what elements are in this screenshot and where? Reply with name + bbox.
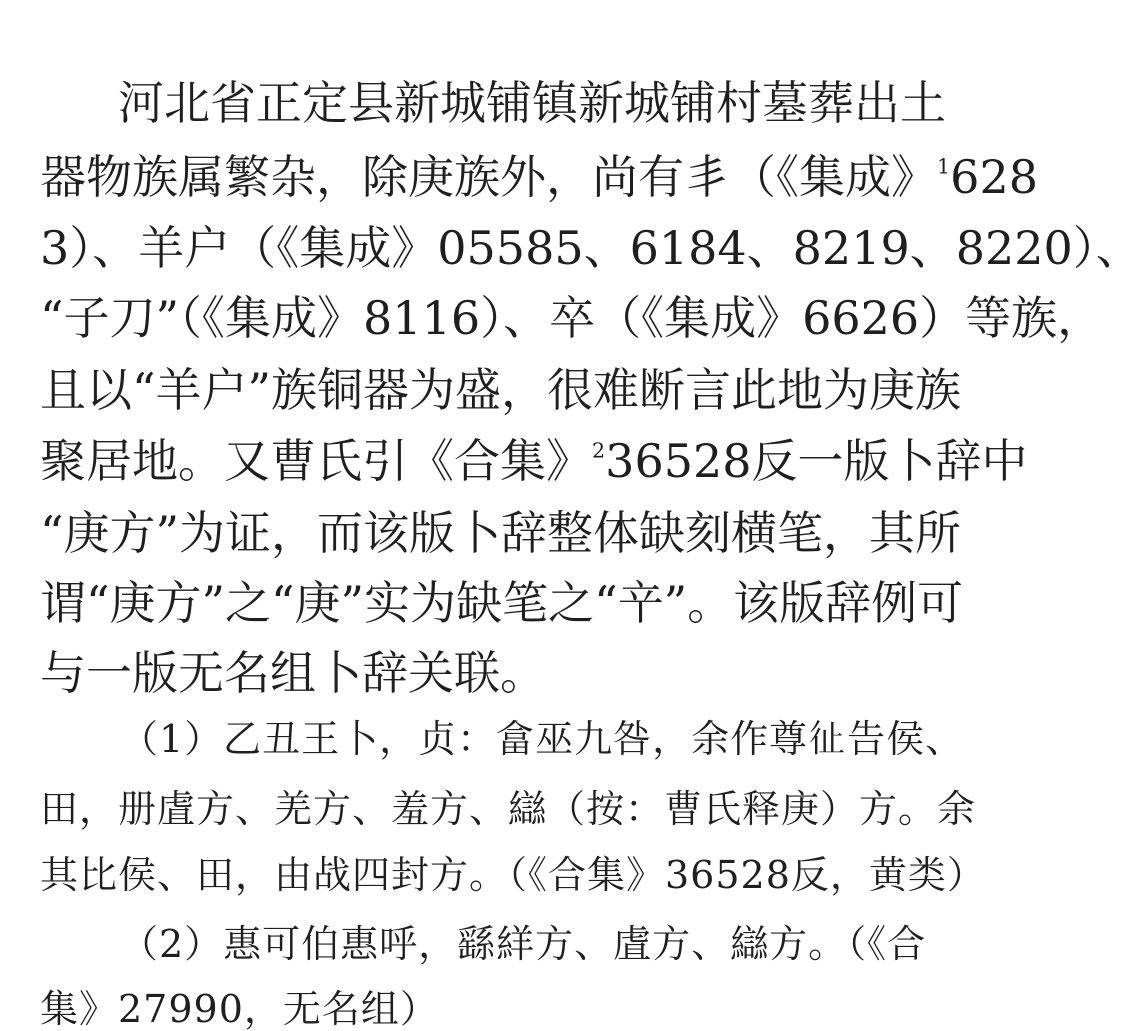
paragraph-line-6 bbox=[40, 434, 1028, 488]
paragraph-line-8: 谓“庚方”之“庚”实为缺笔之“䇂”。该版辞例可 bbox=[40, 576, 964, 630]
example-line-1: （1）乙丑王卜，贞：畣巫九咎，余作尊𢓊告侯、 bbox=[120, 717, 965, 761]
example-line-4: （2）惠可伯惠呼，繇絴方、虘方、䜌方。（《合 bbox=[120, 922, 927, 966]
paragraph-line-9: 与一版无名组卜辞关联。 bbox=[40, 646, 546, 700]
example-line-3: 其比侯、田，由战四封方。（《合集》36528反，黄类） bbox=[40, 853, 986, 897]
footnote-marker-1: 1 bbox=[937, 154, 951, 179]
paragraph-line-6-after: 36528反一版卜辞中 bbox=[605, 434, 1028, 488]
footnote-marker-2: 2 bbox=[592, 438, 606, 463]
paragraph-line-2-text: 器物族属繁杂，除庚族外，尚有 bbox=[40, 150, 684, 204]
paragraph-line-2-glyph: 丯 bbox=[684, 150, 730, 204]
paragraph-line-4: “子刀”（《集成》8116）、卒（《集成》6626）等族， bbox=[40, 291, 1104, 345]
paragraph-line-3: 3）、羊户（《集成》05585、6184、8219、8220）、 bbox=[40, 221, 1142, 275]
example-line-5: 集》27990，无名组） bbox=[40, 987, 439, 1031]
paragraph-line-1: 河北省正定县新城铺镇新城铺村墓葬出土 bbox=[118, 76, 946, 130]
paragraph-line-7: “庚方”为证，而该版卜辞整体缺刻横笔，其所 bbox=[40, 506, 962, 560]
paragraph-line-6-text: 聚居地。又曹氏引《合集》 bbox=[40, 434, 592, 488]
example-line-2: 田，册虘方、羌方、羞方、䜌（按：曹氏释庚）方。余 bbox=[40, 787, 977, 831]
paragraph-line-2 bbox=[40, 150, 1038, 204]
paragraph-line-2-after: 628 bbox=[950, 150, 1038, 204]
paragraph-line-2-tail: （《集成》 bbox=[730, 150, 937, 204]
paragraph-line-5: 且以“羊户”族铜器为盛，很难断言此地为庚族 bbox=[40, 363, 962, 417]
